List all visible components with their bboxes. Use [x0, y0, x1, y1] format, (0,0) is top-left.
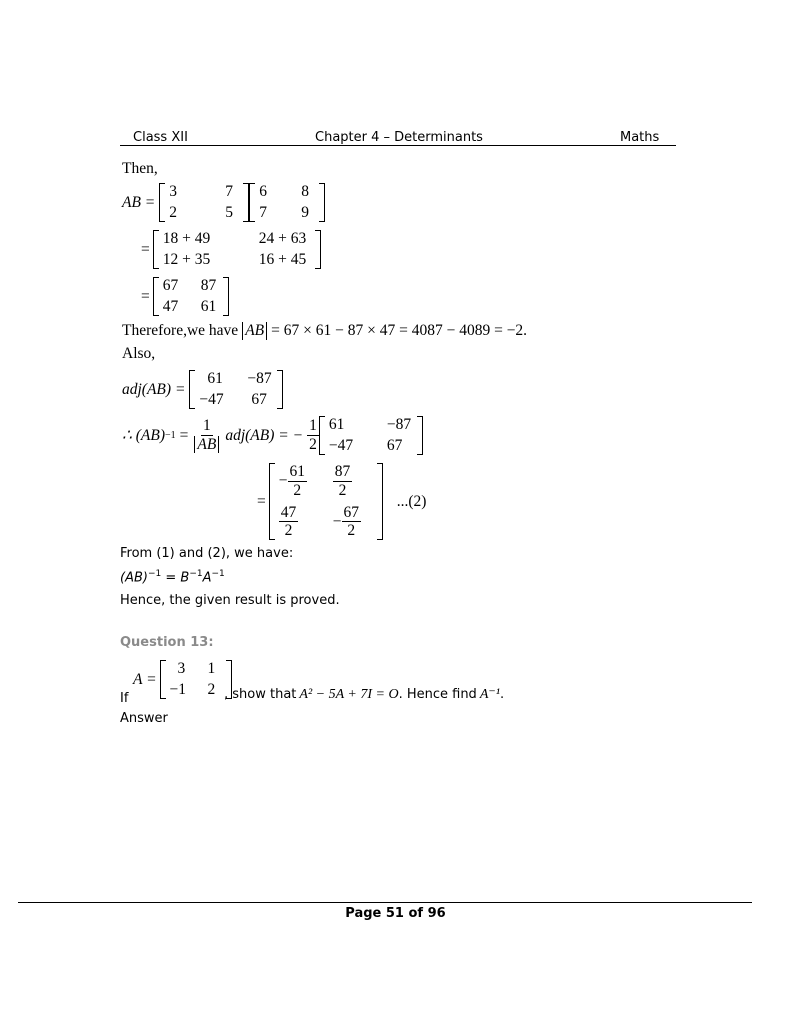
matrix-cell: $\frac{87}{2}$: [334, 463, 351, 499]
frac-num: 1: [202, 417, 211, 435]
ab-result-line: = 67 87 47 61: [141, 277, 229, 316]
matrix-cell: 61: [328, 416, 345, 433]
frac-den: AB: [194, 436, 219, 453]
page-number: Page 51 of 96: [345, 906, 446, 921]
matrix-adj: [189, 370, 283, 409]
also-label: Also,: [122, 345, 156, 362]
matrix-cell: −1: [169, 681, 187, 698]
q-if: If: [120, 691, 129, 706]
matrix-cell: 6: [259, 183, 268, 200]
matrix-cell: −87: [247, 370, 272, 387]
adj-line: [122, 370, 283, 409]
matrix-cell: 7: [225, 183, 234, 200]
matrix-cell: 18 + 49: [162, 230, 211, 247]
matrix-sum: [153, 230, 321, 269]
question-title: Question 13:: [120, 635, 214, 650]
q-show: , show that: [224, 687, 297, 702]
matrix-cell: 8: [301, 183, 310, 200]
exp: −1: [211, 569, 225, 579]
matrix-cell: 67: [251, 391, 267, 408]
matrix-cell: 5: [225, 204, 234, 221]
matrix-ab: [153, 277, 229, 316]
exp: −1: [189, 569, 203, 579]
result-formula: [120, 569, 225, 585]
matrix-cell: 87: [200, 277, 217, 294]
answer-label: Answer: [120, 711, 168, 726]
inverse-result-line: = − $\frac{61}{2}$ $\frac{87}{2}$ $\frac{47}{2}$ − $\frac{67}{2}$ ...(2): [257, 463, 427, 540]
matrix-cell: 2: [169, 204, 178, 221]
matrix-cell: −47: [199, 391, 224, 408]
header-class: Class XII: [133, 130, 188, 145]
q-a-label: A =: [133, 670, 157, 688]
matrix-cell: 2: [207, 681, 216, 698]
matrix-cell: 24 + 63: [258, 230, 307, 247]
result-a: A: [202, 570, 212, 586]
matrix-cell: 9: [301, 204, 310, 221]
determinant-line: [122, 322, 527, 340]
from-text: From (1) and (2), we have:: [120, 546, 294, 561]
then-label: Then,: [122, 160, 158, 177]
q-equation: A² − 5A + 7I = O: [299, 686, 399, 702]
matrix-cell: 3: [169, 183, 178, 200]
q-hence: . Hence find: [398, 687, 477, 702]
footer-divider: [18, 902, 752, 903]
q-find: A⁻¹: [479, 687, 500, 702]
exp: −1: [147, 569, 162, 579]
therefore-text: Therefore,we have: [122, 322, 239, 339]
matrix-cell: 61: [207, 370, 223, 387]
equation-ref: ...(2): [396, 492, 427, 510]
header-subject: Maths: [620, 130, 660, 145]
hence-text: Hence, the given result is proved.: [120, 593, 340, 608]
result-rhs: = B: [161, 570, 190, 586]
one-over-det: [192, 417, 221, 454]
matrix-cell: 3: [177, 660, 186, 677]
adj-middle: adj(AB) = −: [225, 426, 304, 444]
matrix-cell: 12 + 35: [162, 251, 211, 268]
header-chapter: Chapter 4 – Determinants: [315, 130, 483, 145]
frac-num: 1: [309, 417, 317, 435]
inverse-line: ∴ (AB) −1 = $\frac{1}{AB}$ adj(AB) = − $\frac{1}{2}$ 61 −87 −47 67: [122, 416, 423, 455]
matrix-cell: 16 + 45: [258, 251, 307, 268]
matrix-cell: 67: [162, 277, 179, 294]
q-statement: , show that A² − 5A + 7I = O . Hence find A⁻¹ .: [224, 686, 505, 702]
matrix-cell: 61: [200, 298, 217, 315]
inv-prefix: ∴ (AB): [122, 427, 165, 444]
matrix-inverse: [269, 463, 383, 540]
half-frac: [307, 417, 319, 454]
det-ab: AB: [242, 322, 267, 340]
matrix-q: [160, 660, 232, 699]
adj-label: adj(AB) =: [122, 380, 186, 398]
ab-label: AB =: [122, 193, 156, 211]
matrix-cell: 7: [259, 204, 268, 221]
inv-exponent: −1: [165, 430, 176, 441]
matrix-a: [159, 183, 249, 222]
det-expression: = 67 × 61 − 87 × 47 = 4087 − 4089 = −2.: [271, 322, 528, 339]
matrix-cell: 67: [386, 437, 403, 454]
result-lhs: (AB): [120, 570, 148, 586]
matrix-cell: −87: [386, 416, 412, 433]
header-divider: [120, 145, 676, 146]
frac-den: 2: [309, 436, 317, 453]
matrix-cell: −47: [328, 437, 354, 454]
matrix-cell: 1: [207, 660, 216, 677]
matrix-b: [249, 183, 325, 222]
sum-line: = 18 + 49 24 + 63 12 + 35 16 + 45: [141, 230, 321, 269]
matrix-adj-copy: [319, 416, 423, 455]
matrix-cell: $\frac{47}{2}$: [280, 503, 297, 540]
q-matrix-line: [133, 660, 232, 699]
ab-product-line: [122, 183, 325, 222]
matrix-cell: 47: [162, 298, 179, 315]
matrix-cell: − $\frac{67}{2}$: [332, 503, 359, 540]
matrix-cell: − $\frac{61}{2}$: [278, 463, 305, 499]
